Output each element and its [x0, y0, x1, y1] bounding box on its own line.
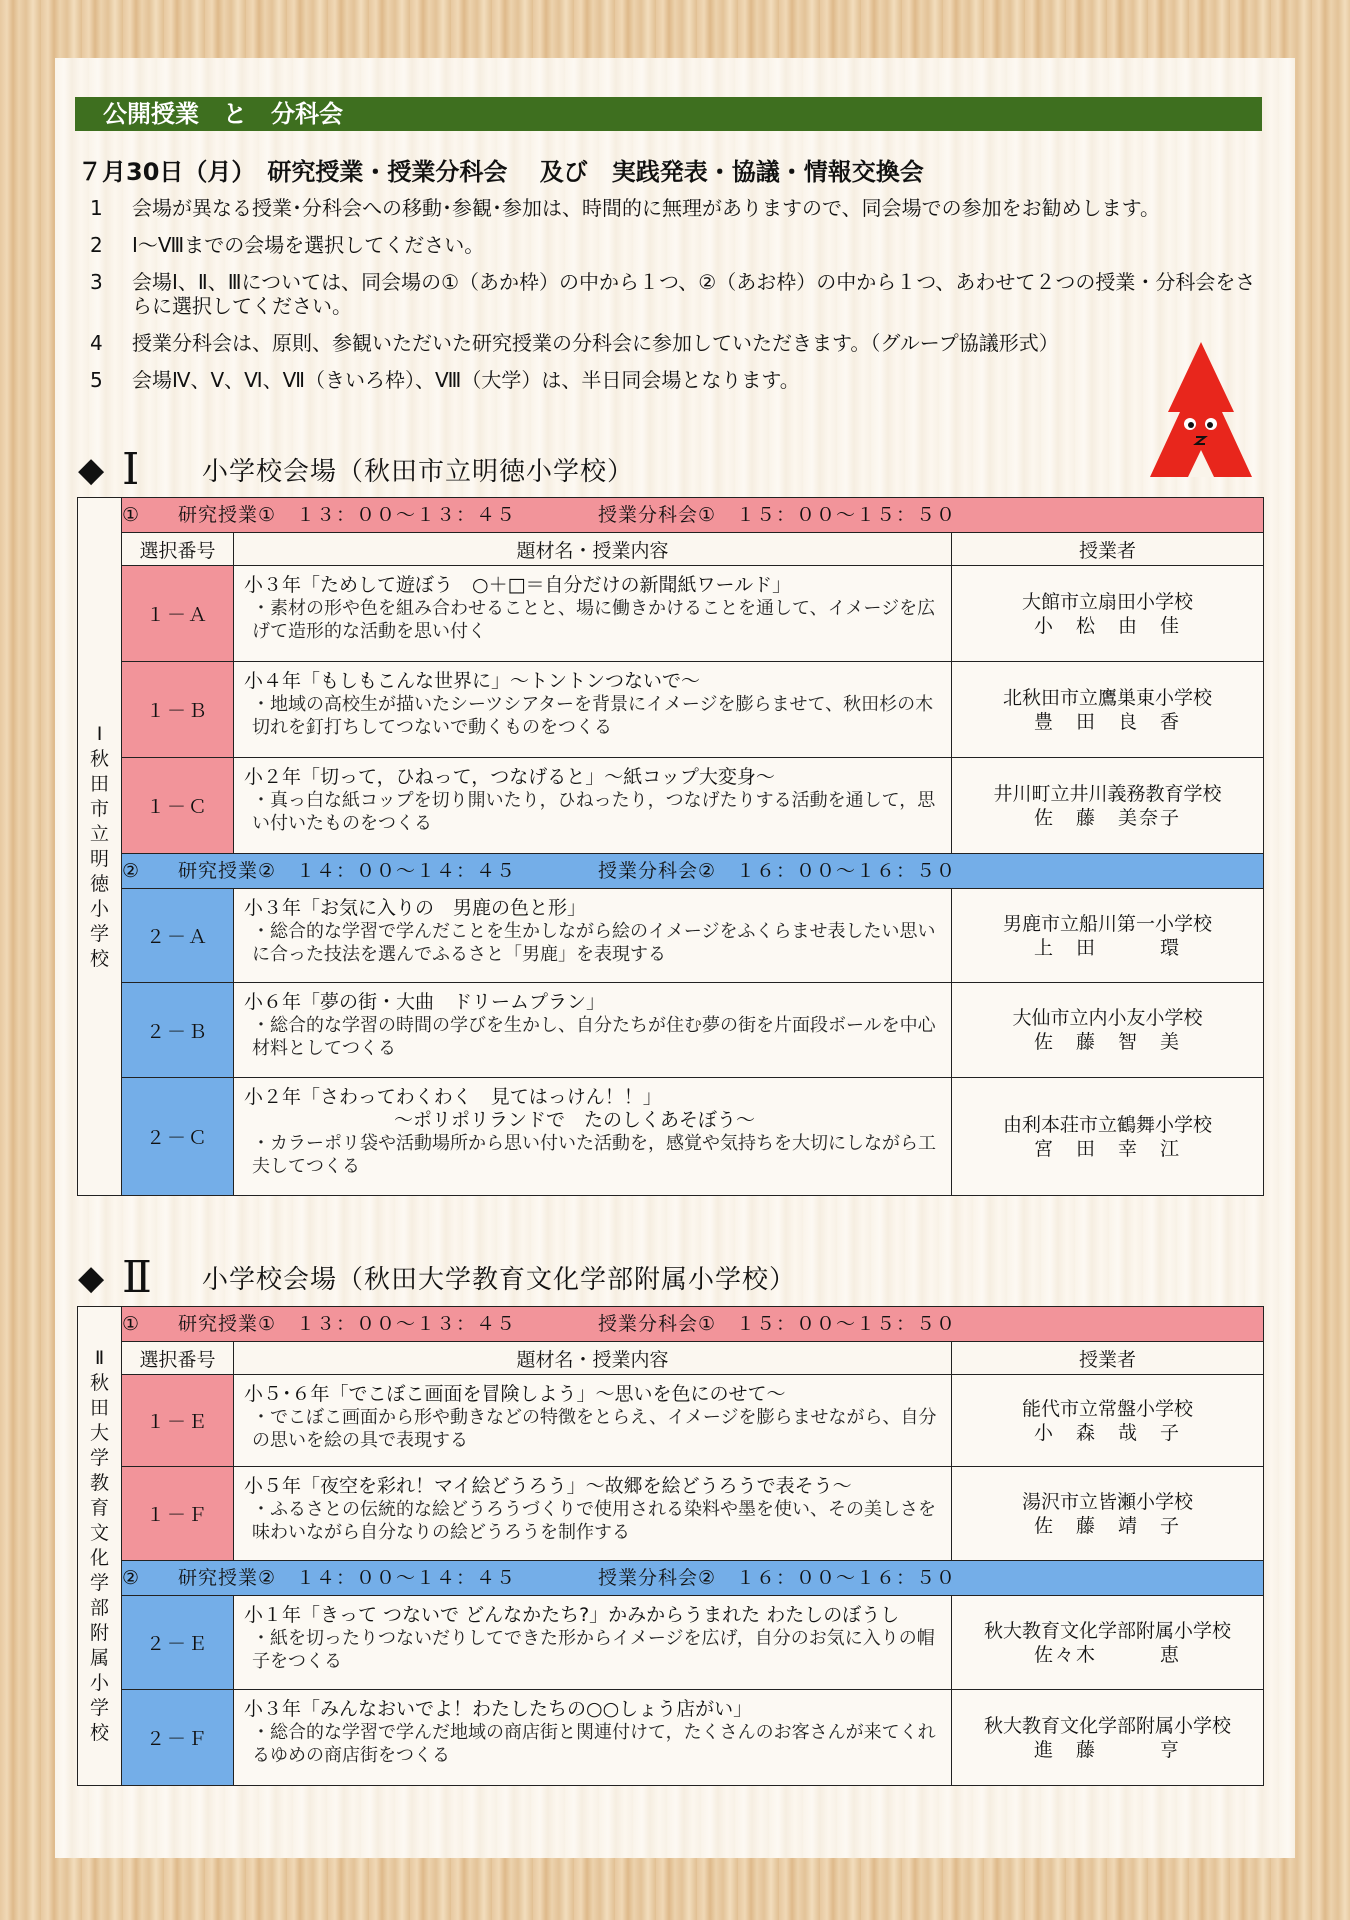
bar-lesson-time: 研究授業② １４：００～１４：４５ — [178, 1567, 517, 1589]
lesson-title: 小１年「きって つないで どんなかたち?」かみからうまれた わたしのぼうし — [244, 1604, 900, 1626]
teacher-name: 小 松 由 佳 — [1034, 614, 1182, 637]
venue-roman: Ⅱ — [122, 1252, 152, 1303]
venue-2-heading — [78, 1252, 796, 1303]
bar-mark: ① — [122, 504, 141, 526]
teacher-school: 秋大教育文化学部附属小学校 — [984, 1619, 1232, 1642]
side-name: 秋田市立明徳小学校 — [89, 747, 109, 970]
venue-2-table — [77, 1306, 1264, 1786]
bar-meeting-time: 授業分科会② １６：００～１６：５０ — [598, 1567, 957, 1589]
header-content: 題材名・授業内容 — [234, 1342, 952, 1375]
teacher-cell — [952, 1596, 1264, 1690]
teacher-school: 秋大教育文化学部附属小学校 — [984, 1714, 1232, 1737]
lesson-title: 小２年「さわってわくわく 見てはっけん！！」 — [244, 1086, 662, 1108]
lesson-desc: ・真っ白な紙コップを切り開いたり，ひねったり，つなげたりする活動を通して，思い付いたものをつくる — [252, 790, 936, 834]
section-band: 公開授業 と 分科会 — [75, 97, 1262, 131]
bar-meeting-time: 授業分科会② １６：００～１６：５０ — [598, 860, 957, 882]
header-teacher: 授業者 — [952, 1342, 1264, 1375]
select-code: ２－Ａ — [122, 889, 234, 983]
lesson-title: 小４年「もしもこんな世界に」～トントンつないで～ — [244, 670, 701, 692]
header-content: 題材名・授業内容 — [234, 533, 952, 566]
table-row — [78, 758, 1264, 854]
header-code: 選択番号 — [122, 533, 234, 566]
table-row — [78, 1078, 1264, 1196]
teacher-name: 佐 藤 智 美 — [1034, 1031, 1182, 1053]
session-bar-2 — [122, 1561, 1264, 1596]
bar-mark: ② — [122, 860, 141, 882]
select-code: １－Ｅ — [122, 1375, 234, 1467]
lesson-desc: ・総合的な学習で学んだ地域の商店街と関連付けて，たくさんのお客さんが来てくれるゆめの商店街をつくる — [252, 1722, 936, 1766]
note-text: Ⅰ～Ⅷまでの会場を選択してください。 — [132, 233, 485, 257]
teacher-cell — [952, 1690, 1264, 1786]
select-code: １－Ａ — [122, 566, 234, 662]
teacher-school: 由利本荘市立鶴舞小学校 — [1003, 1113, 1213, 1136]
lesson-content — [234, 1690, 952, 1786]
note-text: 授業分科会は、原則、参観いただいた研究授業の分科会に参加していただきます。（グループ協議形式） — [132, 331, 1059, 355]
select-code: １－Ｆ — [122, 1467, 234, 1561]
teacher-cell — [952, 889, 1264, 983]
diamond-icon: ◆ — [78, 449, 105, 490]
lesson-title: 小５･６年「でこぼこ画面を冒険しよう」～思いを色にのせて～ — [244, 1383, 786, 1405]
teacher-cell — [952, 566, 1264, 662]
diamond-icon: ◆ — [78, 1257, 105, 1298]
teacher-name: 小 森 哉 子 — [1034, 1421, 1182, 1444]
note-number: 5 — [90, 368, 103, 392]
teacher-name: 佐々木 恵 — [1034, 1643, 1182, 1666]
teacher-school: 大館市立扇田小学校 — [1022, 590, 1194, 613]
bar-lesson-time: 研究授業① １３：００～１３：４５ — [178, 504, 517, 526]
table-row — [78, 1596, 1264, 1690]
bar-lesson-time: 研究授業② １４：００～１４：４５ — [178, 860, 517, 882]
lesson-desc: ・地域の高校生が描いたシーツシアターを背景にイメージを膨らませて、秋田杉の木切れを釘打ちしてつないで動くものをつくる — [252, 694, 934, 738]
table-row — [78, 662, 1264, 758]
teacher-cell — [952, 983, 1264, 1078]
lesson-subtitle: ～ポリポリランドで たのしくあそぼう～ — [394, 1109, 756, 1131]
note-number: 3 — [90, 270, 103, 294]
lesson-title: 小３年「お気に入りの 男鹿の色と形」 — [244, 897, 587, 919]
note-number: 4 — [90, 331, 103, 355]
select-code: ２－Ｆ — [122, 1690, 234, 1786]
lesson-content — [234, 1596, 952, 1690]
side-roman: Ⅰ — [96, 722, 103, 745]
header-teacher: 授業者 — [952, 533, 1264, 566]
bar-mark: ① — [122, 1313, 141, 1335]
lesson-content — [234, 1467, 952, 1561]
lesson-content — [234, 566, 952, 662]
teacher-cell — [952, 1078, 1264, 1196]
header-code: 選択番号 — [122, 1342, 234, 1375]
table-row — [78, 1375, 1264, 1467]
lesson-content — [234, 1375, 952, 1467]
mascot-logo-icon — [1148, 342, 1254, 477]
lesson-content — [234, 758, 952, 854]
bar-lesson-time: 研究授業① １３：００～１３：４５ — [178, 1313, 517, 1335]
note-text: 会場Ⅰ、Ⅱ、Ⅲについては、同会場の①（あか枠）の中から１つ、②（あお枠）の中から１つ、あわせて２つの授業・分科会をさらに選択してください。 — [132, 270, 1256, 318]
lesson-title: 小６年「夢の街・大曲 ドリームプラン」 — [244, 991, 606, 1013]
venue-side-label — [78, 498, 122, 1196]
teacher-name: 佐 藤 美奈子 — [1034, 806, 1182, 829]
lesson-desc: ・でこぼこ画面から形や動きなどの特徴をとらえ、イメージを膨らませながら、自分の思いを絵の具で表現する — [252, 1407, 937, 1451]
teacher-cell — [952, 1375, 1264, 1467]
table-row — [78, 889, 1264, 983]
lesson-desc: ・総合的な学習で学んだことを生かしながら絵のイメージをふくらませ表したい思いに合った技法を選んでふるさと「男鹿」を表現する — [252, 921, 936, 965]
table-row — [78, 983, 1264, 1078]
note-item — [90, 196, 1270, 220]
select-code: ２－Ｃ — [122, 1078, 234, 1196]
lesson-content — [234, 662, 952, 758]
notes-list — [90, 196, 1270, 405]
teacher-school: 男鹿市立船川第一小学校 — [1003, 912, 1213, 935]
lesson-desc: ・カラーポリ袋や活動場所から思い付いた活動を，感覚や気持ちを大切にしながら工夫してつくる — [252, 1133, 936, 1177]
table-row — [78, 1690, 1264, 1786]
note-item — [90, 270, 1270, 318]
lesson-title: 小３年「みんなおいでよ！わたしたちの○○しょう店がい」 — [244, 1698, 753, 1720]
bar-meeting-time: 授業分科会① １５：００～１５：５０ — [598, 504, 957, 526]
table-row — [78, 1467, 1264, 1561]
teacher-cell — [952, 662, 1264, 758]
session-bar-1 — [122, 498, 1264, 533]
lesson-content — [234, 983, 952, 1078]
teacher-name: 佐 藤 靖 子 — [1034, 1514, 1182, 1537]
lesson-desc: ・総合的な学習の時間の学びを生かし、自分たちが住む夢の街を片面段ボールを中心材料としてつくる — [252, 1015, 936, 1059]
teacher-school: 能代市立常盤小学校 — [1022, 1397, 1194, 1420]
teacher-school: 湯沢市立皆瀬小学校 — [1022, 1490, 1194, 1513]
bar-mark: ② — [122, 1567, 141, 1589]
venue-side-label — [78, 1307, 122, 1786]
note-item — [90, 233, 1270, 257]
teacher-cell — [952, 1467, 1264, 1561]
note-text: 会場が異なる授業･分科会への移動･参観･参加は、時間的に無理がありますので、同会場での参加をお勧めします。 — [132, 196, 1160, 220]
teacher-cell — [952, 758, 1264, 854]
table-row — [78, 566, 1264, 662]
teacher-school: 大仙市立内小友小学校 — [1012, 1007, 1203, 1029]
lesson-desc: ・ふるさとの伝統的な絵どうろうづくりで使用される染料や墨を使い、その美しさを味わいながら自分なりの絵どうろうを制作する — [252, 1499, 936, 1543]
select-code: １－Ｃ — [122, 758, 234, 854]
lesson-title: 小２年「切って，ひねって，つなげると」～紙コップ大変身～ — [244, 766, 775, 788]
teacher-name: 進 藤 亨 — [1034, 1738, 1182, 1761]
lesson-title: 小５年「夜空を彩れ！マイ絵どうろう」～故郷を絵どうろうで表そう～ — [244, 1475, 852, 1497]
date-line: ７月30日（月） 研究授業・授業分科会 及び 実践発表・協議・情報交換会 — [78, 158, 924, 186]
session-bar-1 — [122, 1307, 1264, 1342]
select-code: ２－Ｅ — [122, 1596, 234, 1690]
note-number: 1 — [90, 196, 103, 220]
side-name: 秋田大学教育文化学部附属小学校 — [89, 1372, 109, 1744]
teacher-school: 北秋田市立鷹巣東小学校 — [1003, 686, 1213, 709]
lesson-desc: ・紙を切ったりつないだりしてできた形からイメージを広げ，自分のお気に入りの帽子をつくる — [252, 1628, 935, 1672]
bar-meeting-time: 授業分科会① １５：００～１５：５０ — [598, 1313, 957, 1335]
venue-1-heading — [78, 444, 634, 495]
venue-1-table — [77, 497, 1264, 1196]
venue-roman: Ⅰ — [122, 444, 140, 495]
teacher-school: 井川町立井川義務教育学校 — [993, 782, 1222, 805]
select-code: １－Ｂ — [122, 662, 234, 758]
note-item — [90, 368, 1270, 392]
note-text: 会場Ⅳ、Ⅴ、Ⅵ、Ⅶ（きいろ枠）、Ⅷ（大学）は、半日同会場となります。 — [132, 368, 800, 392]
venue-name: 小学校会場（秋田大学教育文化学部附属小学校） — [202, 1265, 797, 1295]
session-bar-2 — [122, 854, 1264, 889]
lesson-content — [234, 889, 952, 983]
select-code: ２－Ｂ — [122, 983, 234, 1078]
side-roman: Ⅱ — [94, 1347, 105, 1369]
teacher-name: 上 田 環 — [1034, 936, 1182, 959]
lesson-content — [234, 1078, 952, 1196]
lesson-desc: ・素材の形や色を組み合わせることと、場に働きかけることを通して、イメージを広げて造形的な活動を思い付く — [252, 598, 936, 642]
lesson-title: 小３年「ためして遊ぼう ○＋□＝自分だけの新聞紙ワールド」 — [244, 574, 792, 596]
teacher-name: 豊 田 良 香 — [1034, 710, 1182, 733]
note-item — [90, 331, 1270, 355]
teacher-name: 宮 田 幸 江 — [1034, 1137, 1182, 1160]
venue-name: 小学校会場（秋田市立明徳小学校） — [202, 457, 635, 487]
note-number: 2 — [90, 233, 103, 257]
